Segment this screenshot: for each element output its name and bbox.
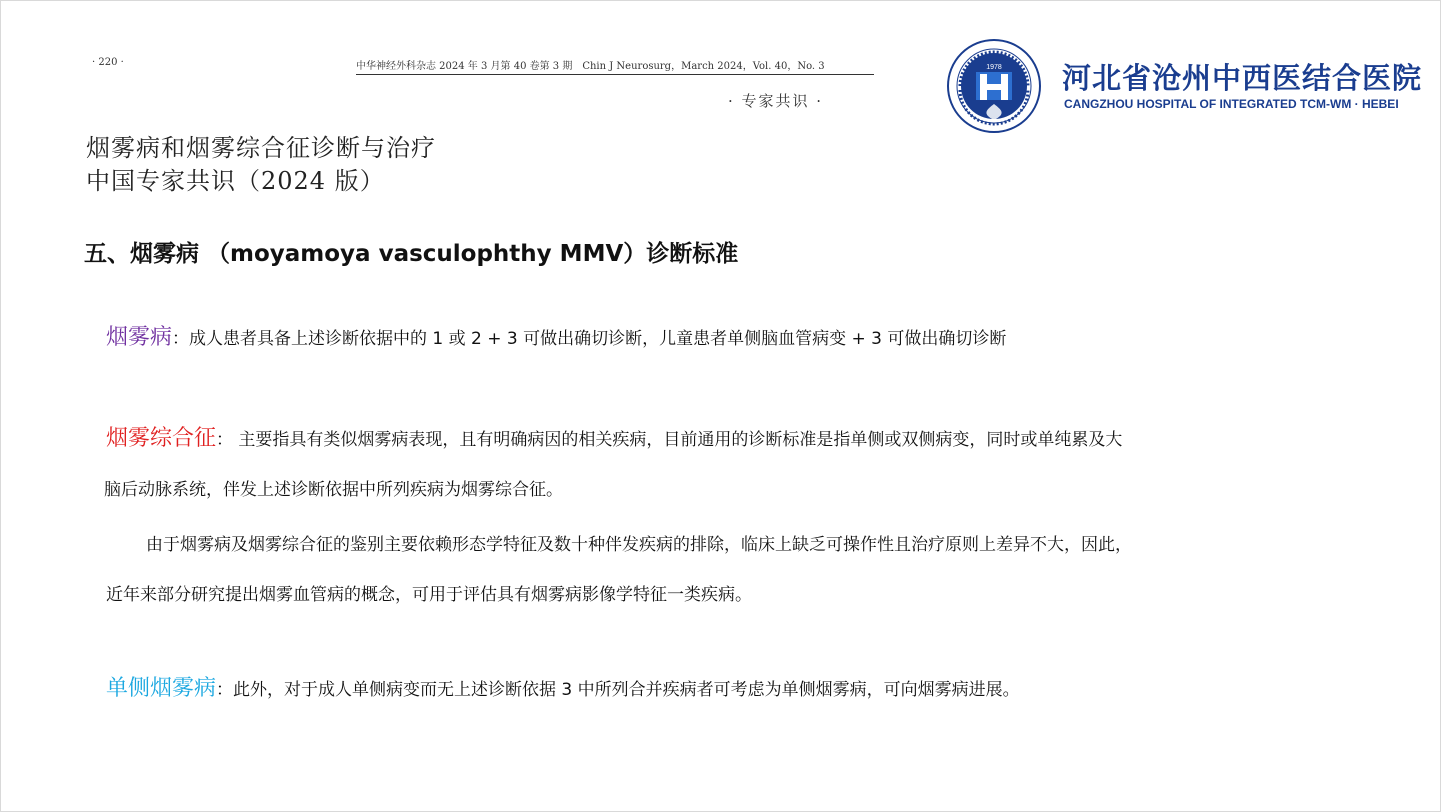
paragraph-vasculopathy: [106, 520, 1376, 620]
term-syndrome: 烟雾综合征: [106, 426, 217, 451]
syndrome-text-line1: ： 主要指具有类似烟雾病表现，且有明确病因的相关疾病，目前通用的诊断标准是指单侧或双侧病变，同时或单纯累及大: [216, 430, 1123, 450]
paragraph-moyamoya: [106, 313, 1386, 364]
vasculopathy-text-line2: 近年来部分研究提出烟雾血管病的概念，可用于评估具有烟雾病影像学特征一类疾病。: [106, 585, 752, 605]
hospital-name: 河北省沧州中西医结合医院: [1062, 61, 1423, 95]
section-tag: · 专家共识 ·: [728, 92, 824, 110]
syndrome-text-line2: 脑后动脉系统，伴发上述诊断依据中所列疾病为烟雾综合征。: [104, 480, 563, 500]
hospital-name-english: CANGZHOU HOSPITAL OF INTEGRATED TCM-WM · HEBEI: [1064, 97, 1399, 111]
paragraph-unilateral: [106, 664, 1386, 715]
unilateral-text: ：此外，对于成人单侧病变而无上述诊断依据 3 中所列合并疾病者可考虑为单侧烟雾病，可向烟雾病进展。: [216, 680, 1020, 700]
document-title: [86, 132, 436, 198]
term-unilateral: 单侧烟雾病: [106, 676, 217, 701]
section-heading: 五、烟雾病 （moyamoya vasculophthy MMV）诊断标准: [84, 241, 739, 267]
paragraph-syndrome: [106, 414, 1366, 515]
journal-page-number: · 220 ·: [92, 57, 124, 68]
term-moyamoya: 烟雾病: [106, 325, 173, 350]
vasculopathy-text-line1: 由于烟雾病及烟雾综合征的鉴别主要依赖形态学特征及数十种伴发疾病的排除，临床上缺乏可操作性且治疗原则上差异不大，因此，: [146, 535, 1132, 555]
journal-header: 中华神经外科杂志 2024 年 3 月第 40 卷第 3 期 Chin J Neurosurg，March 2024，Vol. 40，No. 3: [356, 57, 874, 75]
moyamoya-text: ：成人患者具备上述诊断依据中的 1 或 2 + 3 可做出确切诊断，儿童患者单侧脑血管病变 + 3 可做出确切诊断: [172, 329, 1007, 349]
logo-year: 1978: [986, 64, 1002, 71]
hospital-logo-icon: [946, 38, 1042, 134]
document-title-line1: 烟雾病和烟雾综合征诊断与治疗: [86, 134, 436, 162]
document-title-line2: 中国专家共识（2024 版）: [86, 167, 385, 195]
